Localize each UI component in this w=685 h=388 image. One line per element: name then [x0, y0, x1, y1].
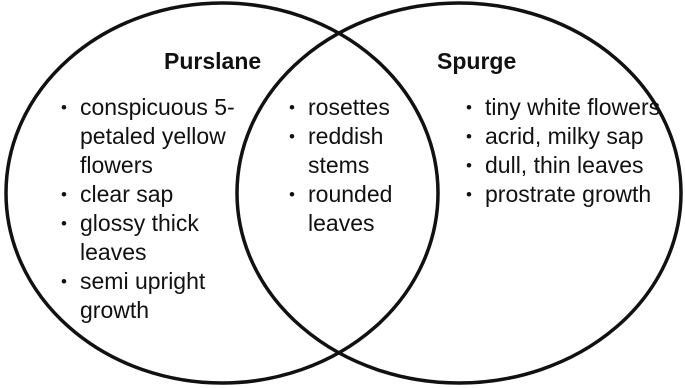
- shared-list: [288, 93, 418, 238]
- list-item: • acrid, milky sap: [465, 122, 670, 151]
- list-item: • rosettes: [288, 93, 418, 122]
- list-item: • semi upright growth: [60, 267, 256, 325]
- list-item: • conspicuous 5-petaled yellow flowers: [60, 93, 256, 180]
- spurge-title: Spurge: [437, 48, 517, 74]
- spurge-list: [465, 93, 670, 209]
- list-item: • dull, thin leaves: [465, 151, 670, 180]
- purslane-list: [60, 93, 256, 325]
- purslane-title: Purslane: [164, 48, 262, 74]
- list-item: • clear sap: [60, 180, 256, 209]
- list-item: • glossy thick leaves: [60, 209, 256, 267]
- list-item: • rounded leaves: [288, 180, 418, 238]
- list-item: • tiny white flowers: [465, 93, 670, 122]
- list-item: • prostrate growth: [465, 180, 670, 209]
- list-item: • reddish stems: [288, 122, 418, 180]
